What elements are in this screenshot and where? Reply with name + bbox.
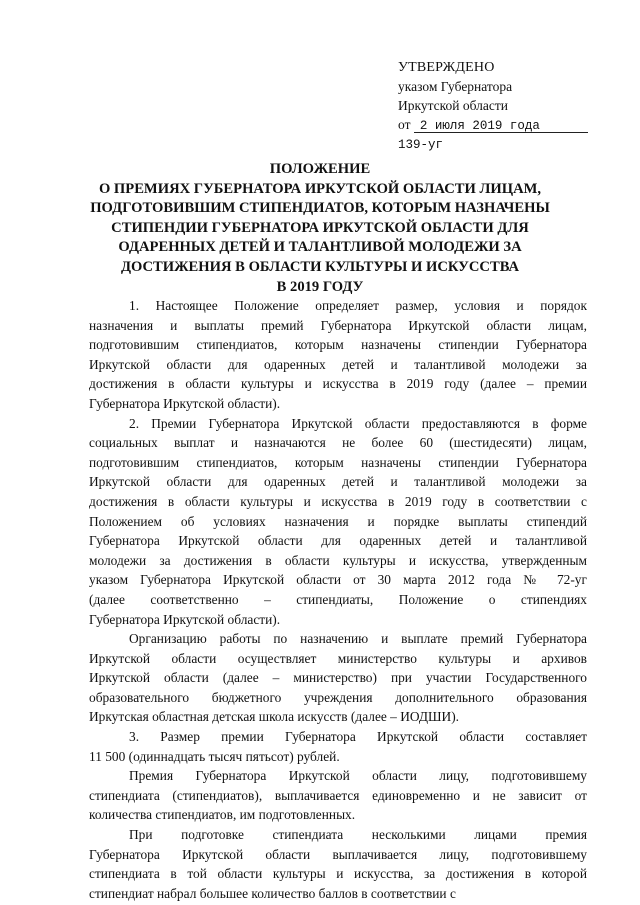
paragraph-line: достижения в области культуры и искусства в 2019 году в соответствии с: [89, 493, 587, 509]
paragraph-line: 1. Настоящее Положение определяет размер, условия и порядок: [129, 298, 587, 313]
title-line: ПОЛОЖЕНИЕ: [269, 161, 371, 177]
approval-stamp: [398, 58, 598, 155]
title-line: ПОДГОТОВИВШИМ СТИПЕНДИАТОВ, КОТОРЫМ НАЗНАЧЕНЫ: [90, 200, 550, 217]
paragraph-line: Премия Губернатора Иркутской области лицу, подготовившему: [129, 768, 587, 784]
paragraph-line: Положением об условиях назначения и порядке выплаты стипендий: [89, 513, 587, 529]
title-line: О ПРЕМИЯХ ГУБЕРНАТОРА ИРКУТСКОЙ ОБЛАСТИ ЛИЦАМ,: [98, 180, 542, 197]
paragraph-line: Губернатора Иркутской области для одаренных детей и талантливой: [89, 533, 587, 549]
approval-date-line: [398, 115, 598, 136]
paragraph-line: социальных выплат и назначаются не более 60 (шестидесяти) лицам,: [89, 435, 587, 451]
document-title: [60, 160, 580, 297]
paragraph-line: стипендиата (стипендиатов), выплачивается единовременно и не зависит от: [89, 787, 587, 803]
paragraph-line: Иркутской области (далее – министерство) при участии Государственного: [89, 670, 587, 686]
paragraph-line: образовательного бюджетного учреждения дополнительного образования: [89, 689, 587, 705]
paragraph: [89, 629, 587, 727]
title-line: ДОСТИЖЕНИЯ В ОБЛАСТИ КУЛЬТУРЫ И ИСКУССТВА: [120, 258, 520, 275]
paragraph-line: 2. Премии Губернатора Иркутской области предоставляются в форме: [129, 415, 587, 431]
approval-number: 139-уг: [398, 138, 444, 152]
approval-date-value: 2 июля 2019 года: [419, 119, 540, 133]
paragraph-line: Иркутской области осуществляет министерство культуры и архивов: [89, 650, 587, 666]
paragraph-line: указом Губернатора Иркутской области от 30 марта 2012 года № 72-уг: [89, 572, 587, 588]
approval-line-1: указом Губернатора: [398, 79, 513, 94]
paragraph-line: 11 500 (одиннадцать тысяч пятьсот) рублей.: [89, 748, 340, 764]
paragraph-line: подготовившим стипендиатов, которым назначены стипендии Губернатора: [89, 454, 587, 470]
paragraph-line: Губернатора Иркутской области).: [89, 395, 281, 411]
paragraph: [89, 414, 587, 630]
paragraph-line: назначения и выплаты премий Губернатора Иркутской области лицам,: [89, 317, 587, 333]
paragraph: [89, 296, 587, 414]
paragraph-line: подготовившим стипендиатов, которым назначены стипендии Губернатора: [89, 337, 587, 353]
paragraph-line: Иркутской области для одаренных детей и талантливой молодежи за: [89, 356, 587, 372]
paragraph-line: Губернатора Иркутской области).: [89, 611, 281, 627]
title-line: В 2019 ГОДУ: [276, 278, 364, 295]
paragraph-line: (далее соответственно – стипендиаты, Положение о стипендиях: [89, 591, 587, 607]
paragraph-line: молодежи за достижения в области культуры и искусства, утвержденным: [89, 552, 587, 568]
paragraph-line: стипендиата в той области культуры и искусства, за достижения в которой: [89, 866, 587, 882]
approval-line-2: Иркутской области: [398, 98, 509, 113]
title-line: ОДАРЕННЫХ ДЕТЕЙ И ТАЛАНТЛИВОЙ МОЛОДЕЖИ ЗА: [118, 239, 522, 256]
paragraph-line: При подготовке стипендиата несколькими лицами премия: [129, 827, 587, 843]
paragraph-line: Губернатора Иркутской области выплачивается лицу, подготовившему: [89, 846, 587, 862]
paragraph-line: количества стипендиатов, им подготовленных.: [89, 807, 356, 823]
paragraph: [89, 766, 587, 825]
paragraph-line: достижения в области культуры и искусства в 2019 году (далее – премии: [89, 376, 587, 392]
title-line: СТИПЕНДИИ ГУБЕРНАТОРА ИРКУТСКОЙ ОБЛАСТИ ДЛЯ: [111, 219, 529, 236]
paragraph: [89, 825, 587, 903]
paragraph-line: Иркутская областная детская школа искусств (далее – ИОДШИ).: [89, 709, 460, 725]
paragraph-line: стипендиат набрал большее количество баллов в соответствии с: [89, 885, 456, 901]
paragraph-line: Иркутской области для одаренных детей и талантливой молодежи за: [89, 474, 587, 490]
approval-date-prefix: от: [398, 117, 411, 132]
paragraph-line: 3. Размер премии Губернатора Иркутской области составляет: [129, 729, 587, 745]
paragraph-line: Организацию работы по назначению и выплате премий Губернатора: [129, 631, 587, 647]
approval-heading: УТВЕРЖДЕНО: [398, 60, 495, 75]
approval-date-underline: [414, 132, 588, 133]
document-body: [89, 296, 587, 903]
paragraph: [89, 727, 587, 766]
